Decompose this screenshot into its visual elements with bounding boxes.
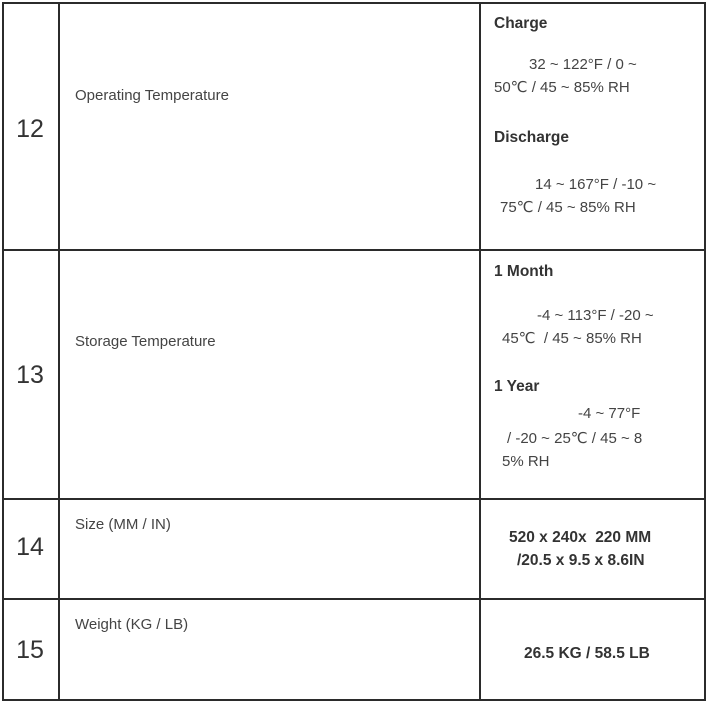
spec-label-operating-temperature: Operating Temperature — [75, 87, 229, 104]
spec-label-storage-temperature: Storage Temperature — [75, 333, 216, 350]
column-divider — [58, 2, 60, 701]
discharge-heading: Discharge — [494, 129, 569, 146]
charge-heading: Charge — [494, 15, 548, 32]
size-value-line: /20.5 x 9.5 x 8.6IN — [517, 552, 645, 569]
row-number: 15 — [16, 636, 44, 664]
table-border-bottom — [2, 699, 705, 701]
row-divider — [2, 249, 705, 251]
one-month-value-line: -4 ~ 113°F / -20 ~ — [537, 307, 654, 324]
row-number: 12 — [16, 115, 44, 143]
discharge-value-line: 14 ~ 167°F / -10 ~ — [535, 176, 657, 193]
spec-label-size: Size (MM / IN) — [75, 516, 171, 533]
one-year-heading: 1 Year — [494, 378, 540, 395]
table-border-right — [704, 2, 706, 701]
discharge-value-line: 75℃ / 45 ~ 85% RH — [500, 199, 636, 216]
one-month-heading: 1 Month — [494, 263, 554, 280]
column-divider — [479, 2, 481, 701]
table-border-left — [2, 2, 4, 701]
row-number: 14 — [16, 533, 44, 561]
one-year-value-line: -4 ~ 77°F — [578, 405, 641, 422]
table-border-top — [2, 2, 705, 4]
row-number: 13 — [16, 361, 44, 389]
row-divider — [2, 498, 705, 500]
charge-value-line: 50℃ / 45 ~ 85% RH — [494, 79, 630, 96]
one-year-value-line: / -20 ~ 25℃ / 45 ~ 8 — [507, 430, 643, 447]
one-month-value-line: 45℃ / 45 ~ 85% RH — [502, 330, 642, 347]
weight-value: 26.5 KG / 58.5 LB — [524, 645, 650, 662]
spec-label-weight: Weight (KG / LB) — [75, 616, 189, 633]
size-value-line: 520 x 240x 220 MM — [509, 529, 652, 546]
charge-value-line: 32 ~ 122°F / 0 ~ — [529, 56, 637, 73]
row-divider — [2, 598, 705, 600]
one-year-value-line: 5% RH — [502, 453, 550, 470]
